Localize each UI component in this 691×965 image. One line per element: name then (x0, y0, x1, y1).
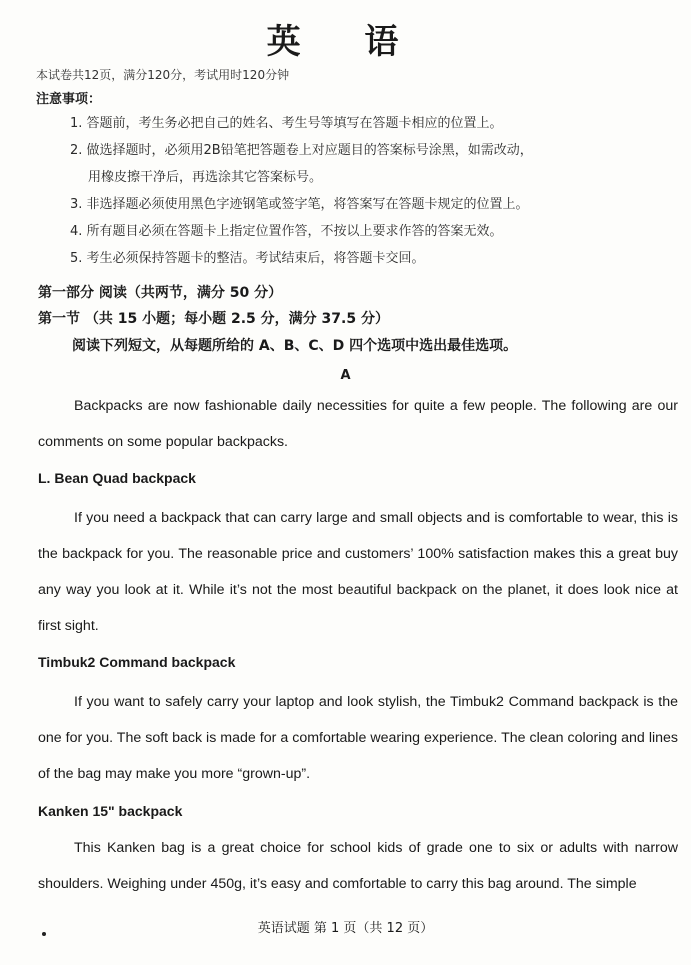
notice-item: 4. 所有题目必须在答题卡上指定位置作答，不按以上要求作答的答案无效。 (70, 224, 503, 239)
item-heading: Kanken 15" backpack (38, 803, 183, 819)
notice-item: 5. 考生必须保持答题卡的整洁。考试结束后，将答题卡交回。 (70, 251, 425, 266)
notice-item: 3. 非选择题必须使用黑色字迹钢笔或签字笔，将答案写在答题卡规定的位置上。 (70, 197, 529, 212)
item-paragraph: This Kanken bag is a great choice for school kids of grade one to six or adults with narrow shoulders. Weighing under 450g, it’s easy and comfortable to carry this bag around. The simple (38, 840, 678, 892)
subsection-heading: 第一节 （共 15 小题；每小题 2.5 分，满分 37.5 分） (38, 311, 389, 327)
passage-label: A (340, 368, 351, 383)
exam-info: 本试卷共12页，满分120分，考试用时120分钟 (36, 68, 290, 82)
notice-item: 1. 答题前，考生务必把自己的姓名、考生号等填写在答题卡相应的位置上。 (70, 116, 503, 131)
notice-item: 2. 做选择题时，必须用2B铅笔把答题卷上对应题目的答案标号涂黑，如需改动， (70, 143, 533, 158)
intro-paragraph: Backpacks are now fashionable daily necessities for quite a few people. The following are our comments on some popular backpacks. (38, 398, 678, 450)
page-title: 英 语 (266, 22, 425, 62)
item-body (38, 830, 678, 902)
item-paragraph: If you need a backpack that can carry large and small objects and is comfortable to wear, this is the backpack for you. The reasonable price and customers’ 100% satisfaction makes this a great buy any way you look at it. While it’s not the most beautiful backpack on the planet, it does look nice at first sight. (38, 510, 678, 634)
item-heading: L. Bean Quad backpack (38, 470, 196, 486)
item-body (38, 500, 678, 644)
notice-title: 注意事项： (36, 92, 102, 107)
passage-intro (38, 388, 678, 460)
notice-item: 用橡皮擦干净后，再选涂其它答案标号。 (88, 170, 323, 185)
part-heading: 第一部分 阅读（共两节，满分 50 分） (38, 285, 283, 301)
notice-list (70, 110, 670, 272)
item-paragraph: If you want to safely carry your laptop and look stylish, the Timbuk2 Command backpack is the one for you. The soft back is made for a comfortable wearing experience. The clean coloring and lines of the bag may make you more “grown-up”. (38, 694, 678, 782)
page-footer: 英语试题 第 1 页（共 12 页） (257, 921, 434, 936)
instructions: 阅读下列短文，从每题所给的 A、B、C、D 四个选项中选出最佳选项。 (72, 338, 518, 354)
item-body (38, 684, 678, 792)
item-heading: Timbuk2 Command backpack (38, 654, 236, 670)
